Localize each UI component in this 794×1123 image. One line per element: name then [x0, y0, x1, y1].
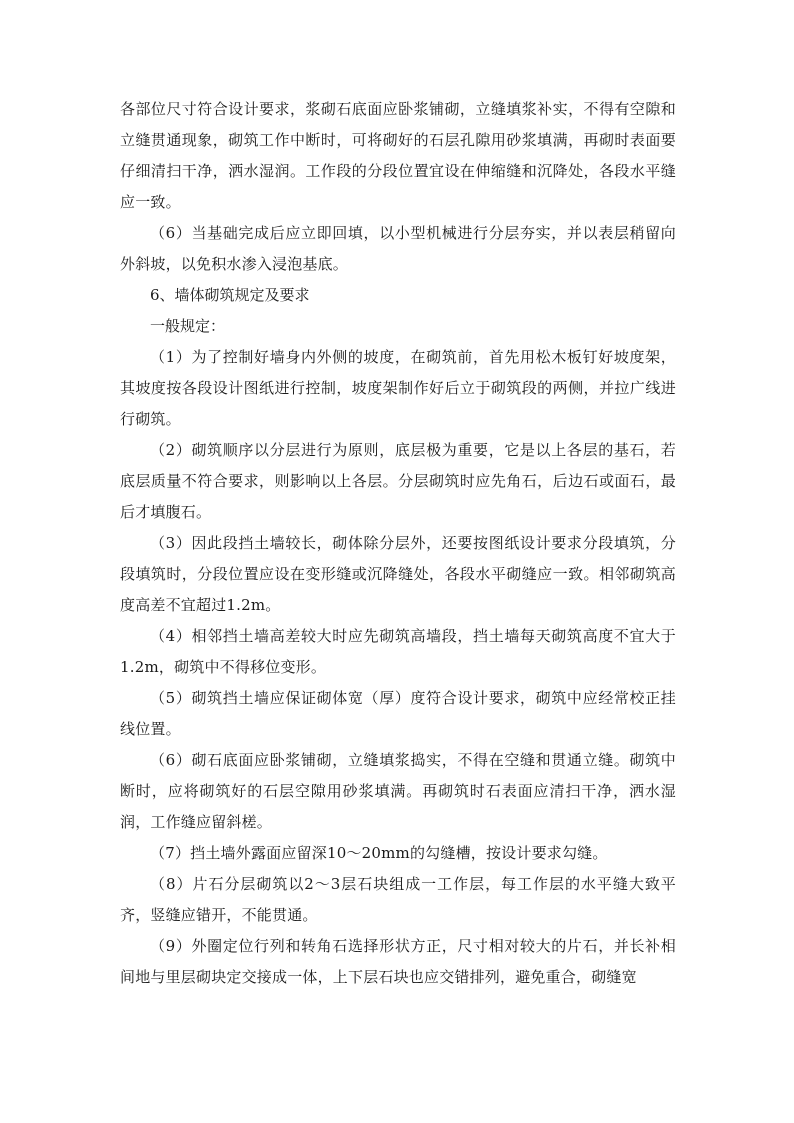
- paragraph-item-8: （8）片石分层砌筑以2～3层石块组成一工作层，每工作层的水平缝大致平齐，竖缝应错开，不能贯通。: [120, 875, 676, 924]
- section-heading: 6、墙体砌筑规定及要求: [150, 286, 310, 304]
- subsection-heading: 一般规定：: [150, 317, 226, 335]
- paragraph-item-5: （5）砌筑挡土墙应保证砌体宽（厚）度符合设计要求，砌筑中应经常校正挂线位置。: [120, 689, 676, 738]
- paragraph-item-6-backfill: （6）当基础完成后应立即回填，以小型机械进行分层夯实，并以表层稍留向外斜坡，以免积水渗入浸泡基底。: [120, 224, 676, 273]
- paragraph-item-4: （4）相邻挡土墙高差较大时应先砌筑高墙段，挡土墙每天砌筑高度不宜大于1.2m，砌筑中不得移位变形。: [120, 627, 676, 676]
- paragraph-item-1: （1）为了控制好墙身内外侧的坡度，在砌筑前，首先用松木板钉好坡度架，其坡度按各段设计图纸进行控制，坡度架制作好后立于砌筑段的两侧，并拉广线进行砌筑。: [120, 348, 676, 428]
- paragraph-item-2: （2）砌筑顺序以分层进行为原则，底层极为重要，它是以上各层的基石，若底层质量不符合要求，则影响以上各层。分层砌筑时应先角石，后边石或面石，最后才填腹石。: [120, 441, 676, 521]
- paragraph-item-9: （9）外圈定位行列和转角石选择形状方正，尺寸相对较大的片石，并长补相间地与里层砌块定交接成一体，上下层石块也应交错排列，避免重合，砌缝宽: [120, 937, 676, 986]
- paragraph-item-3: （3）因此段挡土墙较长，砌体除分层外，还要按图纸设计要求分段填筑，分段填筑时，分段位置应设在变形缝或沉降缝处，各段水平砌缝应一致。相邻砌筑高度高差不宜超过1.2m。: [120, 534, 676, 614]
- document-body: [120, 94, 676, 993]
- paragraph-continuation: 各部位尺寸符合设计要求，浆砌石底面应卧浆铺砌，立缝填浆补实，不得有空隙和立缝贯通现象，砌筑工作中断时，可将砌好的石层孔隙用砂浆填满，再砌时表面要仔细清扫干净，洒水湿润。工作段的分段位置宜设在伸缩缝和沉降处，各段水平缝应一致。: [120, 100, 676, 211]
- paragraph-item-6: （6）砌石底面应卧浆铺砌，立缝填浆捣实，不得在空缝和贯通立缝。砌筑中断时，应将砌筑好的石层空隙用砂浆填满。再砌筑时石表面应清扫干净，洒水湿润，工作缝应留斜槎。: [120, 751, 676, 831]
- paragraph-item-7: （7）挡土墙外露面应留深10～20mm的勾缝槽，按设计要求勾缝。: [150, 844, 608, 862]
